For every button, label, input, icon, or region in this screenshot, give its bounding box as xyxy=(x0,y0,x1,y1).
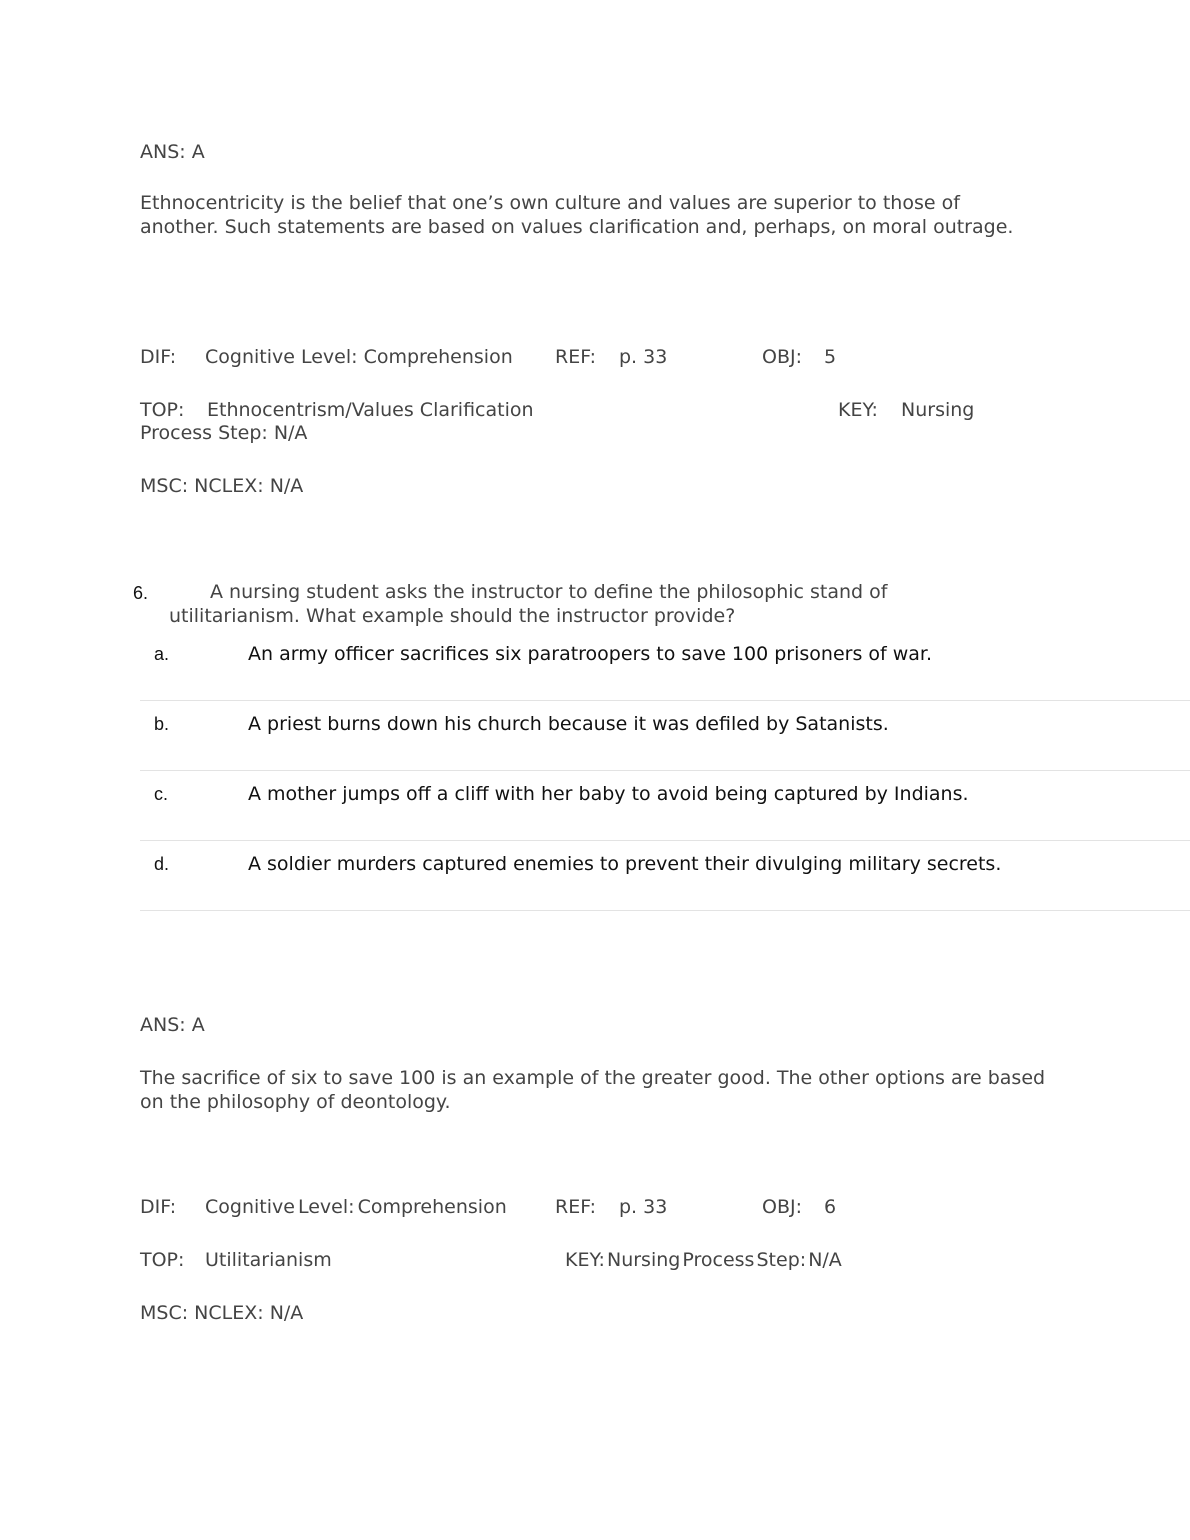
choice-b-text: A priest burns down his church because it was defiled by Satanists. xyxy=(248,713,889,735)
q5-answer: ANS: A xyxy=(140,141,205,163)
q6-number: 6. xyxy=(133,583,149,603)
q6-top-label: TOP: xyxy=(140,1249,185,1271)
q6-ref-value: p. 33 xyxy=(619,1196,668,1218)
q6-answer: ANS: A xyxy=(140,1014,205,1036)
q6-stem-line1: A nursing student asks the instructor to define the philosophic stand of xyxy=(210,581,888,603)
q5-key-label: KEY: xyxy=(838,399,878,421)
choice-c-letter: c. xyxy=(154,784,169,804)
choice-d-text: A soldier murders captured enemies to prevent their divulging military secrets. xyxy=(248,853,1002,875)
q5-obj-label: OBJ: xyxy=(762,346,802,368)
q5-dif-value: Cognitive Level: Comprehension xyxy=(205,346,513,368)
q5-key-value-cont: Process Step: N/A xyxy=(140,422,308,444)
q6-dif-label: DIF: xyxy=(140,1196,177,1218)
q5-rationale: Ethnocentricity is the belief that one’s own culture and values are superior to those of another. Such statements are based on values clarification and, perhaps, on moral outrage. xyxy=(140,192,1014,238)
choice-c-text: A mother jumps off a cliff with her baby to avoid being captured by Indians. xyxy=(248,783,969,805)
q5-ref-value: p. 33 xyxy=(619,346,668,368)
q6-ref-label: REF: xyxy=(555,1196,597,1218)
q5-top-label: TOP: xyxy=(140,399,185,421)
choice-a xyxy=(140,630,1190,701)
q6-msc: MSC: NCLEX: N/A xyxy=(140,1302,304,1324)
choice-a-letter: a. xyxy=(154,644,170,664)
q6-obj-value: 6 xyxy=(824,1196,837,1218)
q6-key: KEY: Nursing Process Step: N/A xyxy=(565,1249,842,1271)
choice-d xyxy=(140,840,1190,911)
q6-obj-label: OBJ: xyxy=(762,1196,802,1218)
choice-b xyxy=(140,700,1190,771)
q5-msc: MSC: NCLEX: N/A xyxy=(140,475,304,497)
q5-ref-label: REF: xyxy=(555,346,597,368)
choice-b-letter: b. xyxy=(154,714,170,734)
q6-top-value: Utilitarianism xyxy=(205,1249,332,1271)
q5-obj-value: 5 xyxy=(824,346,837,368)
q5-top-value: Ethnocentrism/Values Clarification xyxy=(207,399,534,421)
choice-a-text: An army officer sacrifices six paratroopers to save 100 prisoners of war. xyxy=(248,643,933,665)
q6-dif-value: Cognitive Level: Comprehension xyxy=(205,1196,507,1218)
q5-key-value: Nursing xyxy=(901,399,975,421)
q5-dif-label: DIF: xyxy=(140,346,177,368)
choice-c xyxy=(140,770,1190,841)
q6-stem-line2: utilitarianism. What example should the instructor provide? xyxy=(169,605,736,627)
choice-d-letter: d. xyxy=(154,854,170,874)
q6-rationale: The sacrifice of six to save 100 is an example of the greater good. The other options are based on the philosophy of deontology. xyxy=(140,1067,1046,1113)
